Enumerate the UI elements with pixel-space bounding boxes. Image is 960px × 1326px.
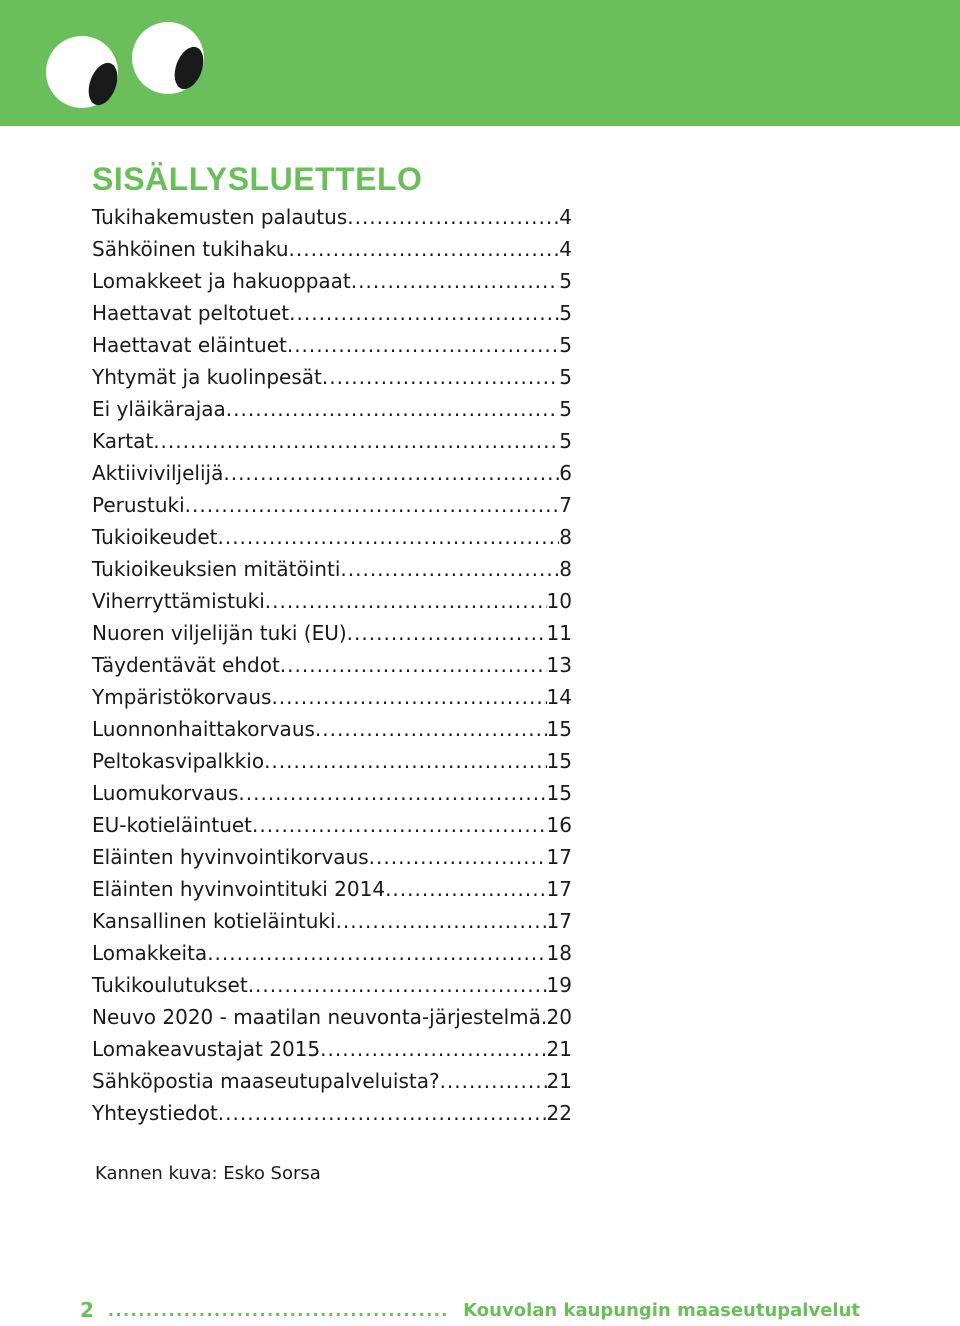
toc-leader-dots bbox=[264, 745, 546, 777]
toc-leader-dots bbox=[280, 649, 547, 681]
toc-entry[interactable] bbox=[92, 265, 572, 297]
toc-entry-title: Aktiiviviljelijä bbox=[92, 461, 224, 485]
toc-entry-title: Luonnonhaittakorvaus bbox=[92, 717, 315, 741]
toc-entry[interactable] bbox=[92, 553, 572, 585]
toc-entry[interactable] bbox=[92, 425, 572, 457]
toc-entry-page: 20 bbox=[546, 1005, 572, 1029]
toc-entry-page: 19 bbox=[546, 973, 572, 997]
toc-leader-dots bbox=[248, 969, 547, 1001]
toc-entry-title: Tukikoulutukset bbox=[92, 973, 248, 997]
toc-entry[interactable] bbox=[92, 969, 572, 1001]
toc-leader-dots bbox=[207, 937, 546, 969]
toc-leader-dots bbox=[336, 905, 547, 937]
toc-entry[interactable] bbox=[92, 457, 572, 489]
toc-entry[interactable] bbox=[92, 393, 572, 425]
toc-leader-dots bbox=[351, 265, 560, 297]
table-of-contents bbox=[92, 201, 572, 1129]
toc-entry[interactable] bbox=[92, 1001, 572, 1033]
toc-leader-dots bbox=[252, 809, 547, 841]
toc-entry-page: 22 bbox=[546, 1101, 572, 1125]
toc-entry[interactable] bbox=[92, 841, 572, 873]
toc-leader-dots bbox=[385, 873, 546, 905]
toc-entry[interactable] bbox=[92, 489, 572, 521]
toc-entry-title: Yhtymät ja kuolinpesät bbox=[92, 365, 322, 389]
toc-entry-title: Lomakeavustajat 2015 bbox=[92, 1037, 321, 1061]
toc-leader-dots bbox=[440, 1065, 547, 1097]
toc-entry-page: 6 bbox=[559, 461, 572, 485]
toc-entry-page: 5 bbox=[559, 429, 572, 453]
toc-entry[interactable] bbox=[92, 1065, 572, 1097]
cover-credit: Kannen kuva: Esko Sorsa bbox=[95, 1163, 321, 1184]
toc-entry-page: 11 bbox=[546, 621, 572, 645]
toc-entry-title: Kansallinen kotieläintuki bbox=[92, 909, 336, 933]
toc-leader-dots bbox=[340, 553, 559, 585]
toc-entry[interactable] bbox=[92, 585, 572, 617]
toc-entry[interactable] bbox=[92, 649, 572, 681]
toc-entry-title: Haettavat peltotuet bbox=[92, 301, 290, 325]
toc-entry-title: Peltokasvipalkkio bbox=[92, 749, 265, 773]
toc-entry-page: 14 bbox=[546, 685, 572, 709]
toc-entry[interactable] bbox=[92, 809, 572, 841]
toc-entry-page: 17 bbox=[546, 909, 572, 933]
toc-entry-page: 21 bbox=[546, 1069, 572, 1093]
toc-entry[interactable] bbox=[92, 361, 572, 393]
toc-entry-page: 21 bbox=[546, 1037, 572, 1061]
toc-entry-page: 5 bbox=[559, 301, 572, 325]
toc-leader-dots bbox=[226, 393, 559, 425]
toc-entry-title: Tukioikeudet bbox=[92, 525, 218, 549]
toc-entry-page: 5 bbox=[559, 333, 572, 357]
toc-entry-page: 15 bbox=[546, 749, 572, 773]
toc-entry[interactable] bbox=[92, 681, 572, 713]
toc-leader-dots bbox=[271, 681, 546, 713]
toc-entry-page: 4 bbox=[559, 205, 572, 229]
toc-entry-title: Lomakkeet ja hakuoppaat bbox=[92, 269, 351, 293]
toc-leader-dots bbox=[322, 361, 559, 393]
toc-leader-dots bbox=[289, 233, 560, 265]
header-banner bbox=[0, 0, 960, 126]
toc-entry[interactable] bbox=[92, 297, 572, 329]
toc-entry[interactable] bbox=[92, 745, 572, 777]
toc-entry-title: Sähköpostia maaseutupalveluista? bbox=[92, 1069, 440, 1093]
toc-entry-title: Perustuki bbox=[92, 493, 185, 517]
toc-leader-dots bbox=[289, 297, 559, 329]
toc-entry-page: 13 bbox=[546, 653, 572, 677]
toc-leader-dots bbox=[287, 329, 559, 361]
toc-entry-title: Täydentävät ehdot bbox=[92, 653, 280, 677]
toc-entry-page: 5 bbox=[559, 269, 572, 293]
toc-entry-title: Lomakkeita bbox=[92, 941, 208, 965]
toc-entry[interactable] bbox=[92, 521, 572, 553]
toc-leader-dots bbox=[265, 585, 547, 617]
toc-entry[interactable] bbox=[92, 329, 572, 361]
toc-entry-page: 10 bbox=[546, 589, 572, 613]
toc-entry[interactable] bbox=[92, 777, 572, 809]
toc-entry[interactable] bbox=[92, 873, 572, 905]
publisher-name: Kouvolan kaupungin maaseutupalvelut bbox=[463, 1299, 860, 1321]
toc-leader-dots bbox=[369, 841, 547, 873]
toc-entry-page: 4 bbox=[559, 237, 572, 261]
toc-leader-dots bbox=[347, 201, 559, 233]
toc-leader-dots bbox=[320, 1033, 546, 1065]
toc-title: SISÄLLYSLUETTELO bbox=[92, 161, 423, 197]
toc-entry-page: 15 bbox=[546, 717, 572, 741]
toc-leader-dots bbox=[315, 713, 547, 745]
toc-entry-page: 7 bbox=[559, 493, 572, 517]
toc-entry-title: Neuvo 2020 - maatilan neuvonta-järjestelmä bbox=[92, 1005, 541, 1029]
toc-entry[interactable] bbox=[92, 905, 572, 937]
toc-entry-title: EU-kotieläintuet bbox=[92, 813, 253, 837]
toc-entry-page: 16 bbox=[546, 813, 572, 837]
toc-leader-dots bbox=[185, 489, 560, 521]
toc-entry-title: Tukihakemusten palautus bbox=[92, 205, 348, 229]
toc-entry-title: Viherryttämistuki bbox=[92, 589, 265, 613]
toc-entry-title: Ympäristökorvaus bbox=[92, 685, 272, 709]
toc-entry-title: Yhteystiedot bbox=[92, 1101, 218, 1125]
toc-entry-title: Luomukorvaus bbox=[92, 781, 239, 805]
toc-entry-page: 17 bbox=[546, 877, 572, 901]
toc-entry-title: Nuoren viljelijän tuki (EU) bbox=[92, 621, 347, 645]
toc-entry-title: Sähköinen tukihaku bbox=[92, 237, 289, 261]
toc-entry-page: 18 bbox=[546, 941, 572, 965]
toc-entry[interactable] bbox=[92, 617, 572, 649]
toc-leader-dots bbox=[153, 425, 559, 457]
toc-leader-dots bbox=[347, 617, 547, 649]
toc-leader-dots bbox=[218, 1097, 547, 1129]
eyes-logo-icon bbox=[40, 18, 220, 114]
toc-entry-title: Eläinten hyvinvointituki 2014 bbox=[92, 877, 386, 901]
toc-entry-page: 17 bbox=[546, 845, 572, 869]
toc-entry-title: Tukioikeuksien mitätöinti bbox=[92, 557, 341, 581]
toc-entry[interactable] bbox=[92, 937, 572, 969]
toc-entry-title: Eläinten hyvinvointikorvaus bbox=[92, 845, 369, 869]
toc-entry-page: 8 bbox=[559, 557, 572, 581]
toc-entry-title: Haettavat eläintuet bbox=[92, 333, 287, 357]
toc-entry-title: Kartat bbox=[92, 429, 154, 453]
toc-leader-dots bbox=[223, 457, 559, 489]
toc-entry[interactable] bbox=[92, 233, 572, 265]
toc-entry[interactable] bbox=[92, 713, 572, 745]
toc-entry-page: 15 bbox=[546, 781, 572, 805]
toc-leader-dots bbox=[217, 521, 559, 553]
toc-entry-title: Ei yläikärajaa bbox=[92, 397, 226, 421]
footer-leader bbox=[108, 1301, 449, 1320]
page-number: 2 bbox=[80, 1298, 94, 1322]
toc-entry[interactable] bbox=[92, 1097, 572, 1129]
toc-leader-dots bbox=[238, 777, 546, 809]
page-footer bbox=[80, 1296, 860, 1324]
toc-entry[interactable] bbox=[92, 1033, 572, 1065]
toc-entry-page: 8 bbox=[559, 525, 572, 549]
toc-entry[interactable] bbox=[92, 201, 572, 233]
toc-entry-page: 5 bbox=[559, 365, 572, 389]
toc-entry-page: 5 bbox=[559, 397, 572, 421]
